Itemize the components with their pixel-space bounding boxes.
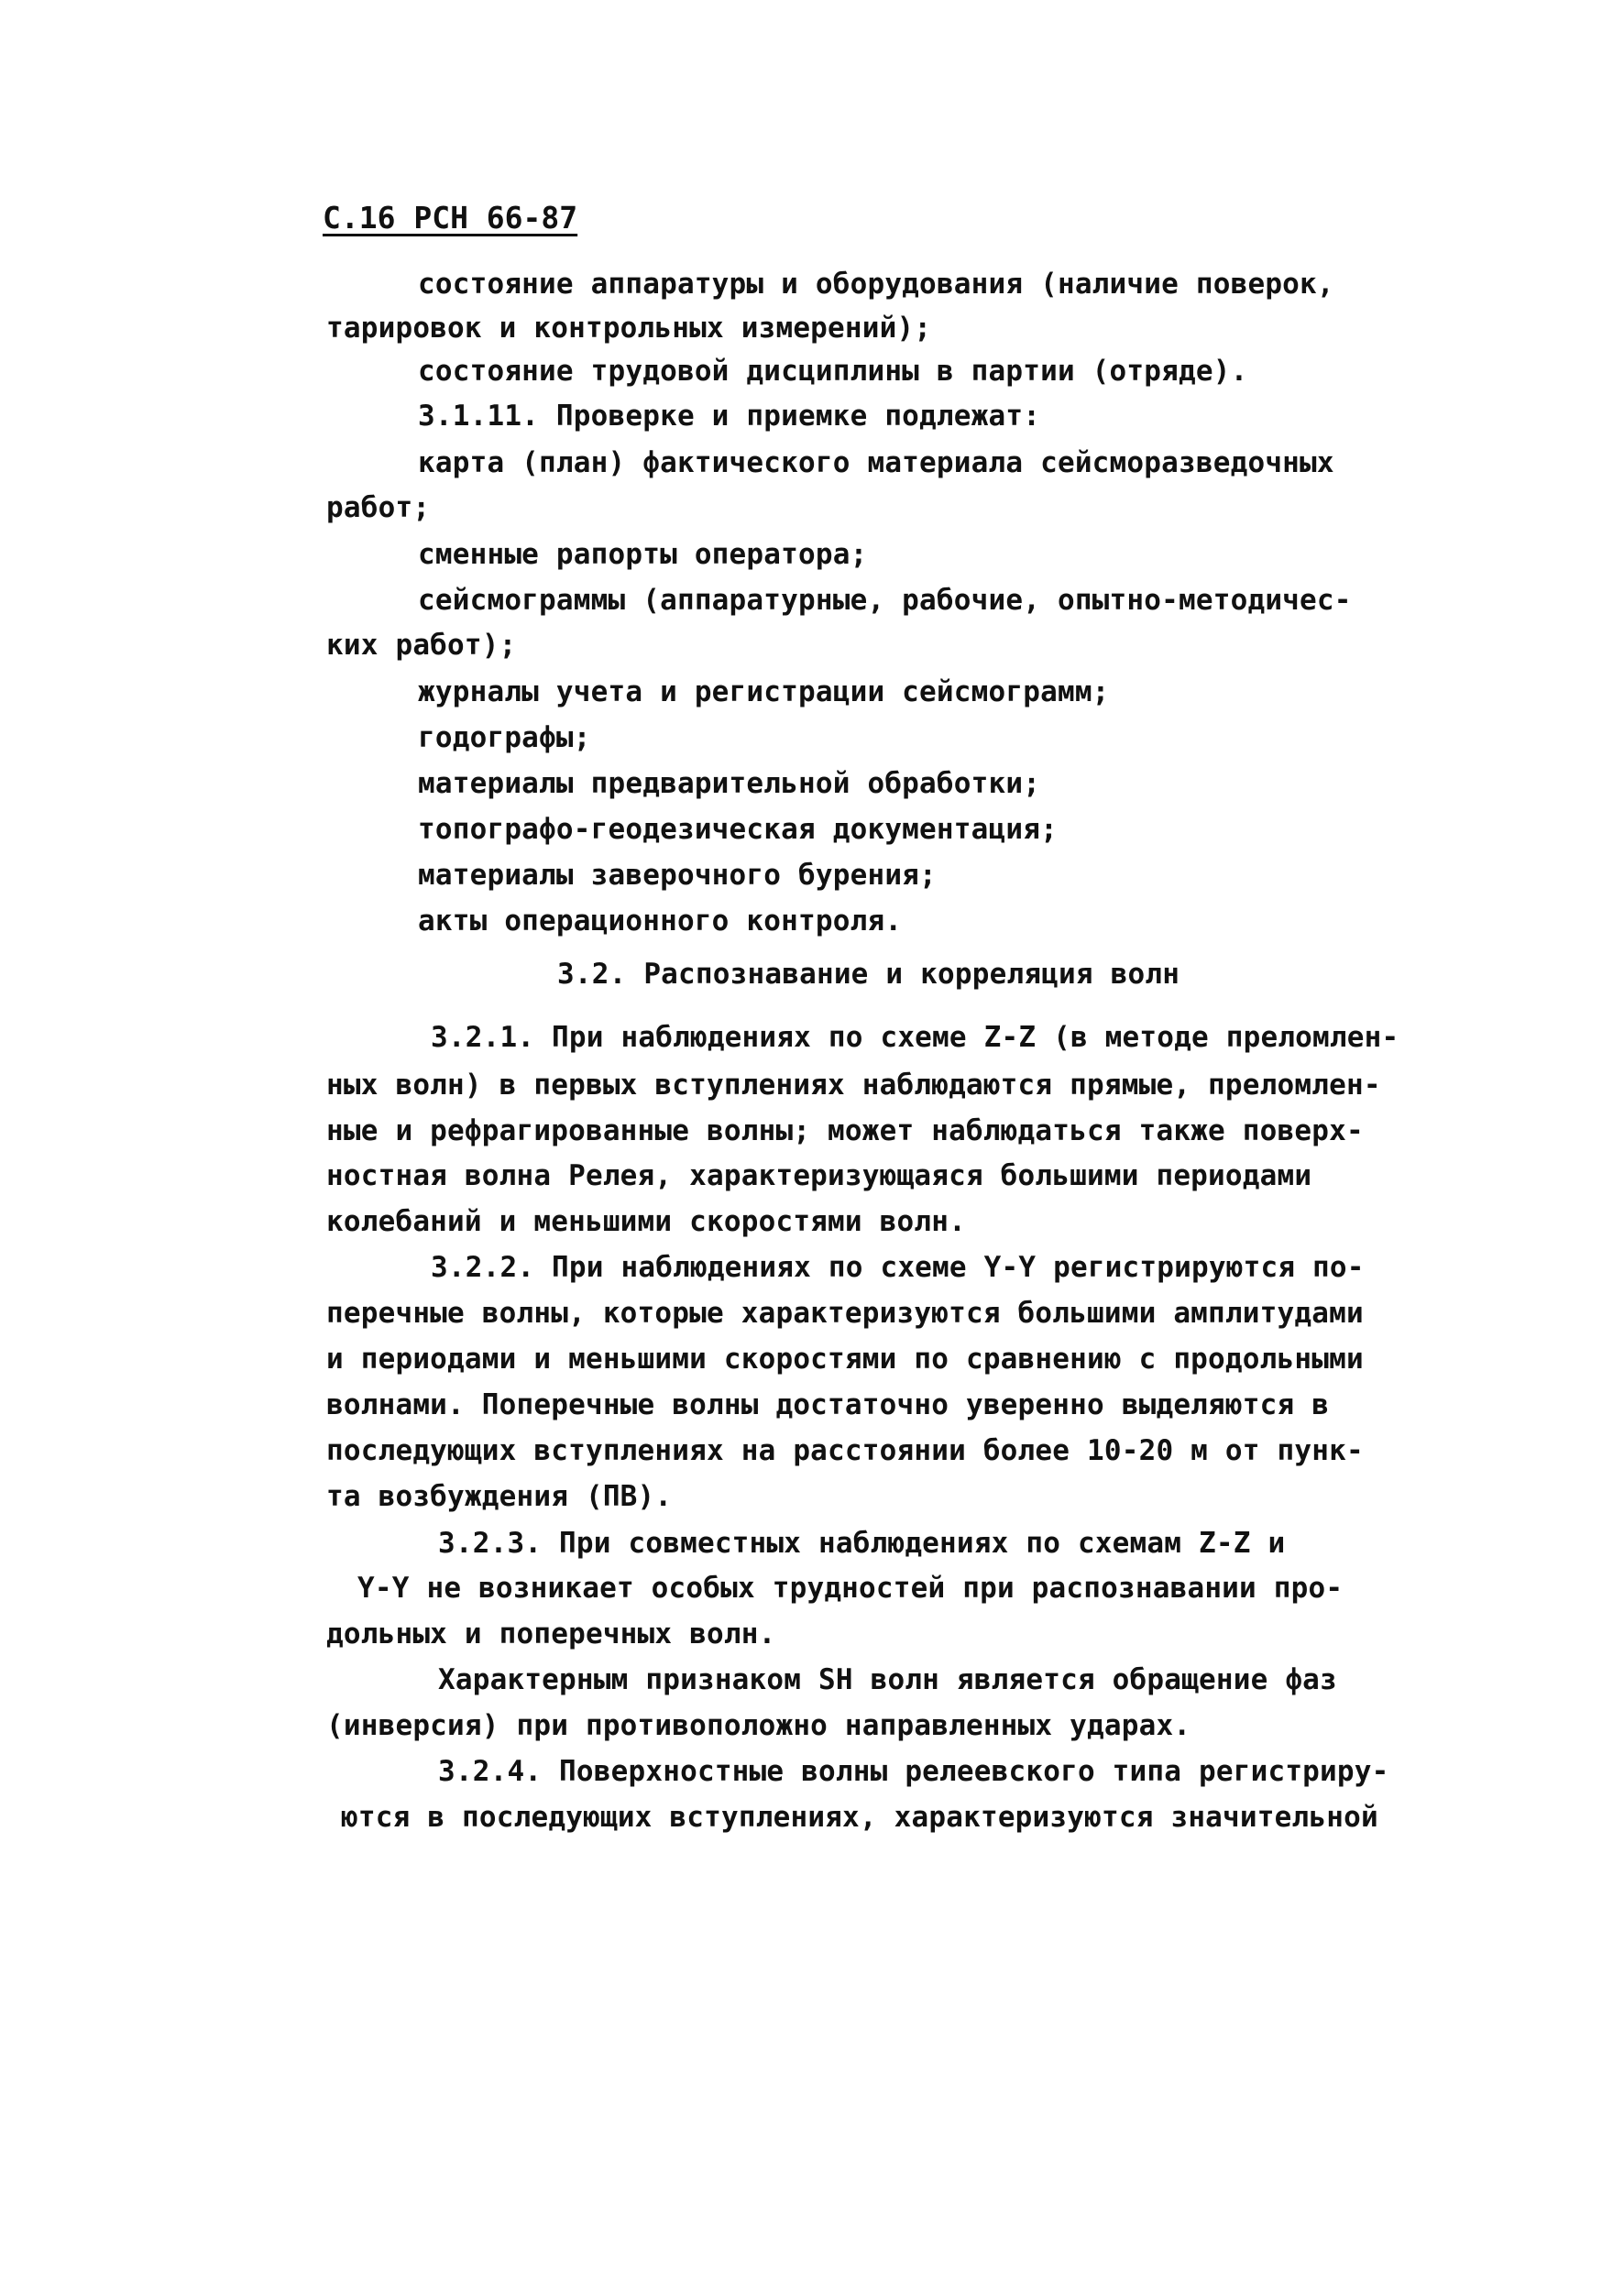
text-line: 3.2.2. При наблюдениях по схеме Y-Y регистрируются по- <box>431 1251 1365 1284</box>
text-line: журналы учета и регистрации сейсмограмм; <box>418 675 1110 708</box>
text-line: годографы; <box>418 721 591 754</box>
text-line: тарировок и контрольных измерений); <box>326 312 932 345</box>
text-line: топографо-геодезическая документация; <box>418 813 1058 846</box>
page-header: С.16 РСН 66-87 <box>323 200 578 236</box>
text-line: ных волн) в первых вступлениях наблюдаются прямые, преломлен- <box>326 1069 1381 1102</box>
text-line: ные и рефрагированные волны; может наблюдаться также поверх- <box>326 1114 1364 1147</box>
text-line: материалы заверочного бурения; <box>418 859 937 892</box>
text-line: материалы предварительной обработки; <box>418 767 1041 800</box>
text-line: дольных и поперечных волн. <box>326 1618 776 1650</box>
text-line: ких работ); <box>326 629 517 662</box>
text-line: та возбуждения (ПВ). <box>326 1480 673 1513</box>
text-line: ются в последующих вступлениях, характеризуются значительной <box>341 1801 1378 1834</box>
section-heading: 3.2. Распознавание и корреляция волн <box>557 958 1180 991</box>
text-line: ностная волна Релея, характеризующаяся большими периодами <box>326 1159 1312 1192</box>
text-line: сейсмограммы (аппаратурные, рабочие, опытно-методичес- <box>418 584 1352 617</box>
text-line: карта (план) фактического материала сейсморазведочных <box>418 446 1334 479</box>
text-line: перечные волны, которые характеризуются большими амплитудами <box>326 1297 1364 1330</box>
text-line: Характерным признаком SH волн является обращение фаз <box>438 1663 1337 1696</box>
text-line: состояние трудовой дисциплины в партии (отряде). <box>418 355 1248 388</box>
text-line: 3.2.3. При совместных наблюдениях по схемам Z-Z и <box>438 1527 1286 1560</box>
text-line: волнами. Поперечные волны достаточно уверенно выделяются в <box>326 1388 1330 1421</box>
text-line: 3.2.4. Поверхностные волны релеевского типа регистриру- <box>438 1755 1389 1788</box>
text-line: последующих вступлениях на расстоянии более 10-20 м от пунк- <box>326 1434 1364 1467</box>
text-line: сменные рапорты оператора; <box>418 538 868 571</box>
text-line: (инверсия) при противоположно направленных ударах. <box>326 1709 1191 1742</box>
text-line: состояние аппаратуры и оборудования (наличие поверок, <box>418 268 1334 301</box>
text-line: акты операционного контроля. <box>418 905 903 938</box>
text-line: Y-Y не возникает особых трудностей при распознавании про- <box>357 1572 1344 1605</box>
text-line: колебаний и меньшими скоростями волн. <box>326 1205 966 1238</box>
text-line: 3.2.1. При наблюдениях по схеме Z-Z (в методе преломлен- <box>431 1021 1399 1054</box>
text-line: 3.1.11. Проверке и приемке подлежат: <box>418 400 1041 433</box>
text-line: и периодами и меньшими скоростями по сравнению с продольными <box>326 1343 1364 1376</box>
text-line: работ; <box>326 491 431 524</box>
